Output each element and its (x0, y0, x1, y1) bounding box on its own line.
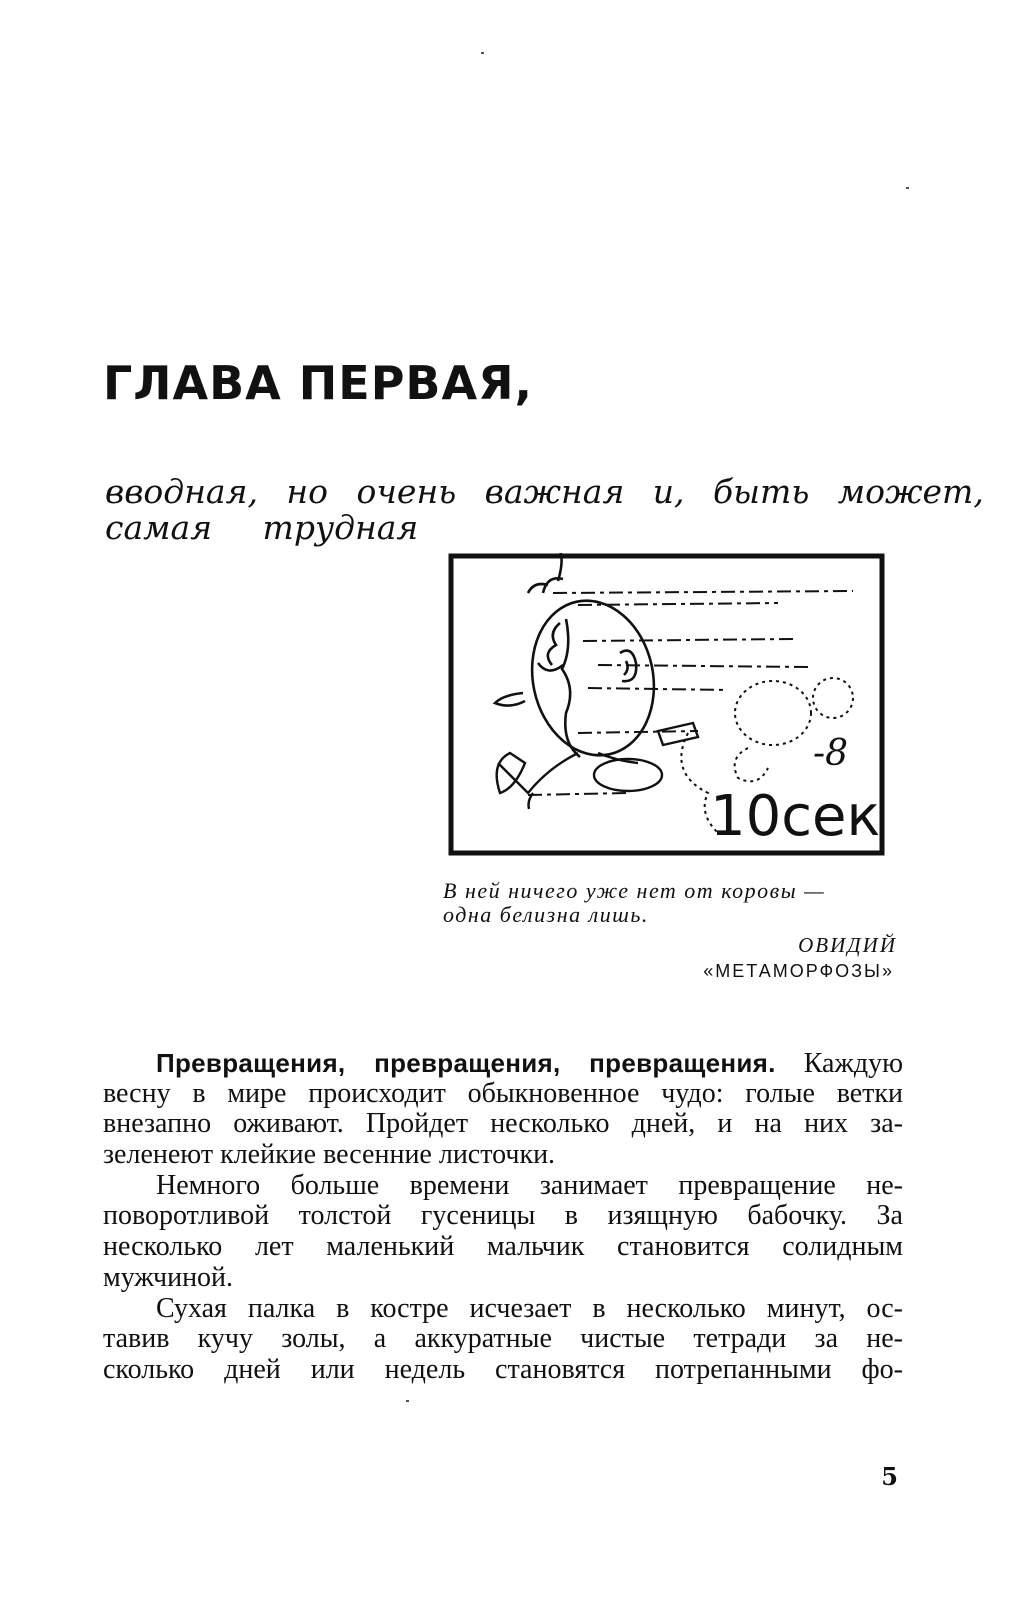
body-line: Сухая палка в костре исчезает в несколько минут, ос- (156, 1292, 903, 1324)
scan-speck (906, 187, 909, 189)
epigraph (443, 879, 903, 927)
chapter-illustration (448, 553, 885, 856)
body-line: зеленеют клейкие весенние листочки. (103, 1139, 556, 1171)
subtitle-line: самая трудная (105, 508, 419, 547)
legs (497, 723, 698, 809)
lead-phrase: Превращения, превращения, превращения. (156, 1048, 776, 1078)
body-line: Немного больше времени занимает превращение не- (156, 1169, 903, 1201)
speed-lines (528, 591, 853, 795)
chapter-subtitle (105, 472, 984, 547)
body-line: весну в мире происходит обыкновенное чудо: голые ветки (103, 1077, 903, 1109)
body-line: несколько лет маленький мальчик становится солидным (103, 1231, 903, 1263)
body-line-text: Каждую (775, 1048, 903, 1079)
epigraph-author: ОВИДИЙ (798, 933, 897, 957)
epigraph-source: «МЕТАМОРФОЗЫ» (703, 961, 894, 981)
minus-eight-label: -8 (813, 733, 849, 774)
body-line: мужчиной. (103, 1261, 234, 1293)
body-line: поворотливой толстой гусеницы в изящную бабочку. За (103, 1200, 903, 1232)
body-text (103, 1048, 903, 1386)
body-line: внезапно оживают. Пройдет несколько дней, и на них за- (103, 1108, 903, 1140)
page-number: 5 (881, 1462, 898, 1491)
body-line (103, 1048, 903, 1079)
scan-speck (481, 52, 484, 54)
body-line: сколько дней или недель становятся потрепанными фо- (103, 1353, 903, 1385)
ten-seconds-label: 10сек (710, 784, 881, 849)
scan-speck (406, 1400, 409, 1402)
egg-character (495, 553, 668, 767)
epigraph-line: В ней ничего уже нет от коровы — (443, 878, 826, 903)
chapter-title: ГЛАВА ПЕРВАЯ, (103, 356, 533, 410)
body-line: тавив кучу золы, а аккуратные чистые тетради за не- (103, 1323, 903, 1355)
epigraph-line: одна белизна лишь. (443, 902, 649, 927)
subtitle-line: вводная, но очень важная и, быть может, (105, 472, 984, 511)
